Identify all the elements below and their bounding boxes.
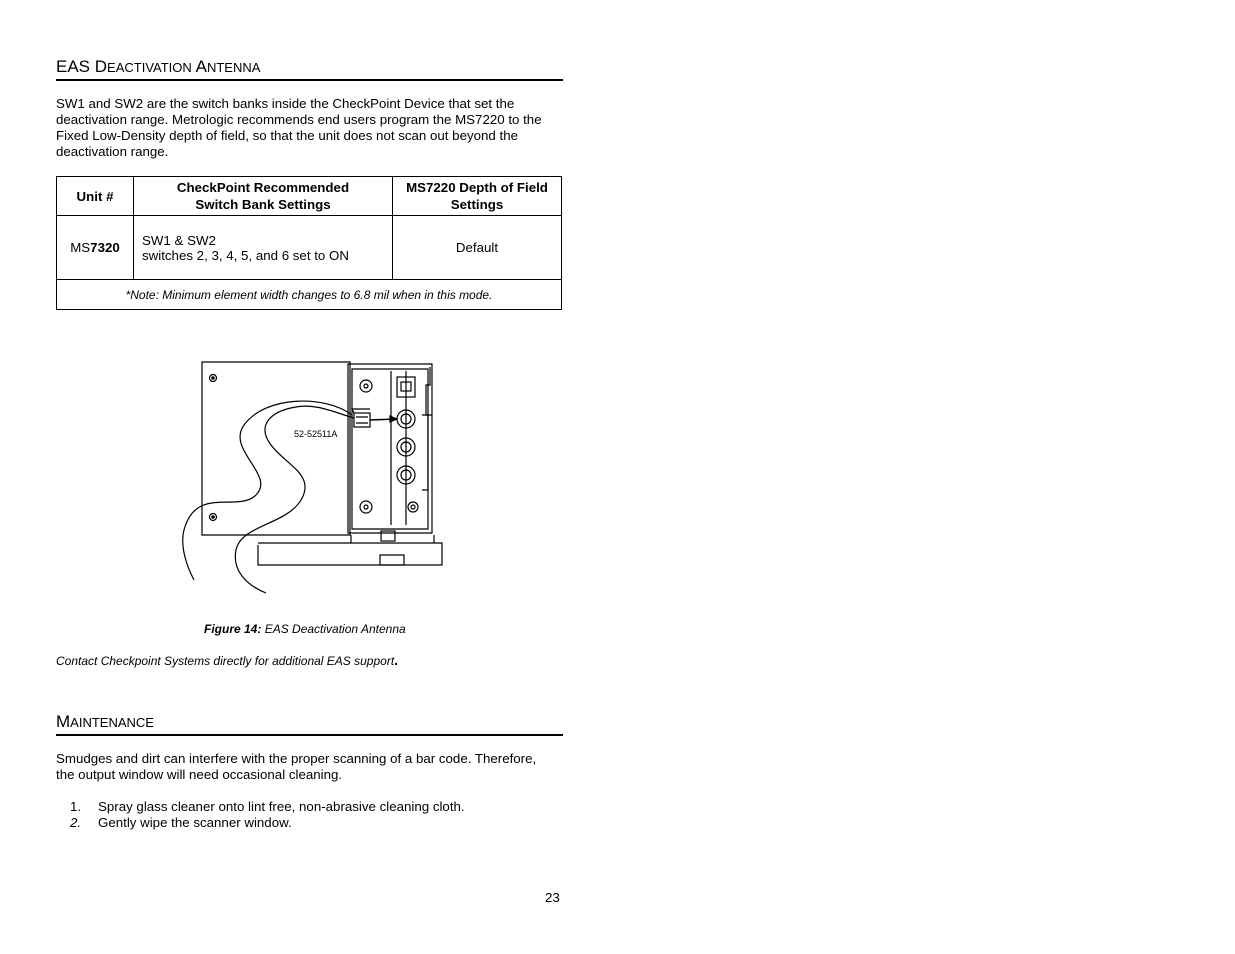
caption-text: EAS Deactivation Antenna: [261, 622, 406, 636]
heading-text: NTENNA: [206, 60, 261, 75]
section-heading-maintenance: [56, 712, 563, 736]
header-checkpoint: [134, 177, 393, 216]
maintenance-paragraph: Smudges and dirt can interfere with the proper scanning of a bar code. Therefore, the output window will need occasional cleaning.: [56, 751, 537, 782]
document-page: [56, 0, 563, 954]
contact-period: .: [394, 652, 399, 668]
header-line: Switch Bank Settings: [195, 197, 331, 212]
eas-paragraph: SW1 and SW2 are the switch banks inside the CheckPoint Device that set the deactivation range. Metrologic recommends end users program the MS7220 to the Fixed Low-Density depth of field, so that the unit does not scan out beyond the deactivation range.: [56, 96, 542, 159]
list-item: [56, 815, 465, 831]
page-number: 23: [545, 890, 560, 905]
connector-icon: [408, 502, 418, 512]
heading-text: EAS: [56, 57, 91, 76]
contact-note: [56, 652, 398, 668]
screw-icon: [360, 380, 372, 392]
section-heading-eas: [56, 57, 563, 81]
header-line: Settings: [450, 197, 504, 212]
step-text: Spray glass cleaner onto lint free, non-abrasive cleaning cloth.: [98, 799, 465, 814]
cell-unit: [57, 216, 134, 280]
eas-antenna-figure: [176, 355, 446, 605]
header-line: MS7220 Depth of Field: [406, 180, 548, 195]
cell-dof: Default: [393, 216, 562, 280]
heading-text: M: [56, 712, 71, 731]
header-dof: [393, 177, 562, 216]
step-number: 2.: [70, 815, 82, 830]
cleaning-steps: [56, 799, 465, 831]
list-item: [56, 799, 465, 815]
heading-text: D: [94, 57, 108, 76]
settings-line: switches 2, 3, 4, 5, and 6 set to ON: [142, 247, 349, 263]
unit-prefix: MS: [70, 240, 91, 255]
table-note-row: [57, 280, 562, 310]
header-line: CheckPoint Recommended: [176, 180, 350, 195]
cell-settings: [134, 216, 393, 280]
caption-label: Figure 14:: [204, 622, 262, 636]
heading-text: A: [195, 57, 207, 76]
contact-text: Contact Checkpoint Systems directly for additional EAS support: [56, 654, 395, 668]
step-number: 1.: [70, 799, 82, 814]
heading-text: AINTENANCE: [70, 715, 154, 730]
screw-icon: [360, 501, 372, 513]
unit-number: 7320: [90, 240, 120, 255]
antenna-connector: [354, 413, 370, 427]
heading-text: EACTIVATION: [107, 60, 192, 75]
mounting-plate: [202, 362, 350, 535]
base-bracket: [258, 543, 442, 565]
table-row: [57, 216, 562, 280]
figure-caption: [204, 622, 406, 636]
step-text: Gently wipe the scanner window.: [98, 815, 292, 830]
part-number-label: 52-52511A: [294, 429, 338, 439]
header-unit: Unit #: [57, 177, 134, 216]
table-header-row: [57, 177, 562, 216]
switch-settings-table: [56, 176, 562, 310]
eas-antenna-diagram: [176, 355, 446, 605]
table-note: *Note: Minimum element width changes to 6.8 mil when in this mode.: [57, 280, 562, 310]
settings-line: SW1 & SW2: [142, 232, 216, 248]
